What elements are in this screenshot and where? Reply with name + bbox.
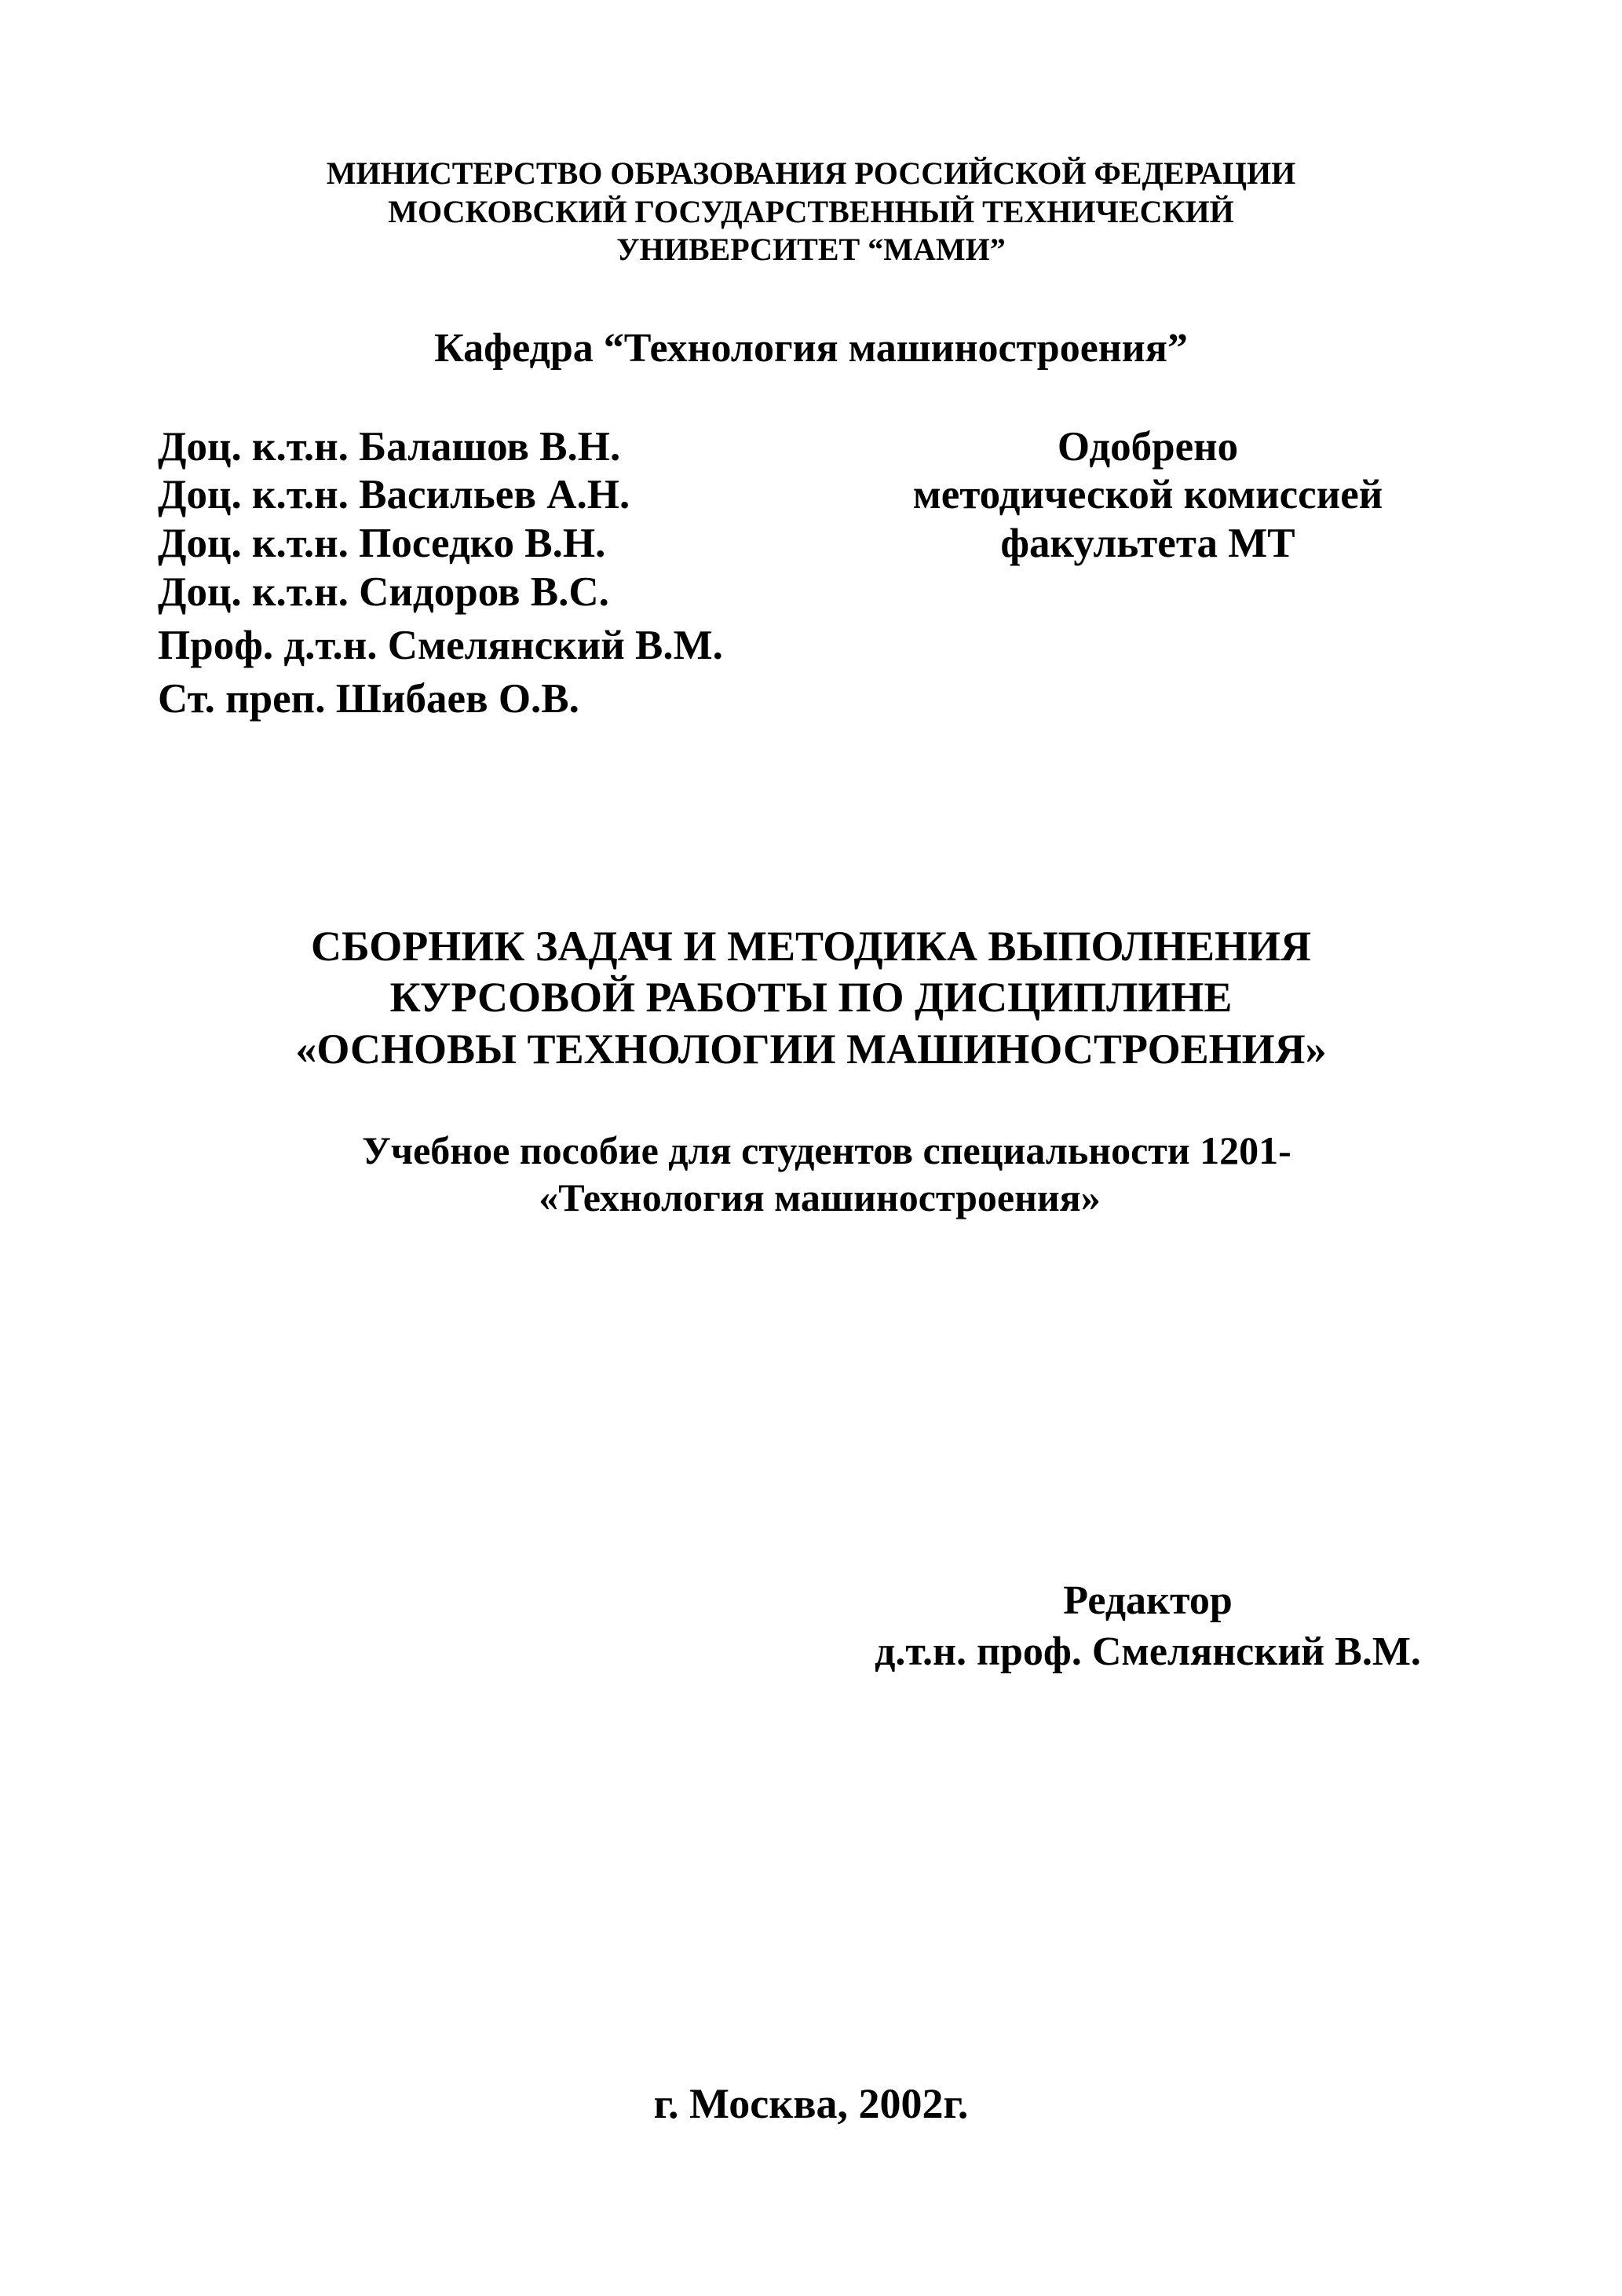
ministry-line-1: МИНИСТЕРСТВО ОБРАЗОВАНИЯ РОССИЙСКОЙ ФЕДЕРАЦИИ — [326, 155, 1296, 191]
book-title-line-1: СБОРНИК ЗАДАЧ И МЕТОДИКА ВЫПОЛНЕНИЯ — [310, 923, 1312, 970]
author-5: Проф. д.т.н. Смелянский В.М. — [158, 623, 723, 668]
subtitle-line-1: Учебное пособие для студентов специальности 1201- — [362, 1128, 1291, 1172]
author-4: Доц. к.т.н. Сидоров В.С. — [158, 569, 609, 615]
editor-name: д.т.н. проф. Смелянский В.М. — [875, 1629, 1421, 1674]
approval-line-3: факультета МТ — [1000, 521, 1295, 566]
ministry-line-3: УНИВЕРСИТЕТ “МАМИ” — [616, 232, 1006, 267]
author-1: Доц. к.т.н. Балашов В.Н. — [158, 424, 621, 470]
ministry-line-2: МОСКОВСКИЙ ГОСУДАРСТВЕННЫЙ ТЕХНИЧЕСКИЙ — [388, 194, 1234, 229]
department-title: Кафедра “Технология машиностроения” — [434, 326, 1188, 371]
author-3: Доц. к.т.н. Поседко В.Н. — [158, 521, 606, 566]
approval-line-1: Одобрено — [1057, 424, 1239, 470]
author-2: Доц. к.т.н. Васильев А.Н. — [158, 472, 630, 517]
editor-label: Редактор — [1063, 1578, 1233, 1623]
book-title-line-2: КУРСОВОЙ РАБОТЫ ПО ДИСЦИПЛИНЕ — [389, 974, 1233, 1021]
author-6: Ст. преп. Шибаев О.В. — [158, 676, 579, 722]
subtitle-line-2: «Технология машиностроения» — [539, 1175, 1101, 1219]
approval-line-2: методической комиссией — [912, 472, 1383, 517]
city-year: г. Москва, 2002г. — [653, 2080, 969, 2127]
book-title-line-3: «ОСНОВЫ ТЕХНОЛОГИИ МАШИНОСТРОЕНИЯ» — [295, 1026, 1327, 1073]
